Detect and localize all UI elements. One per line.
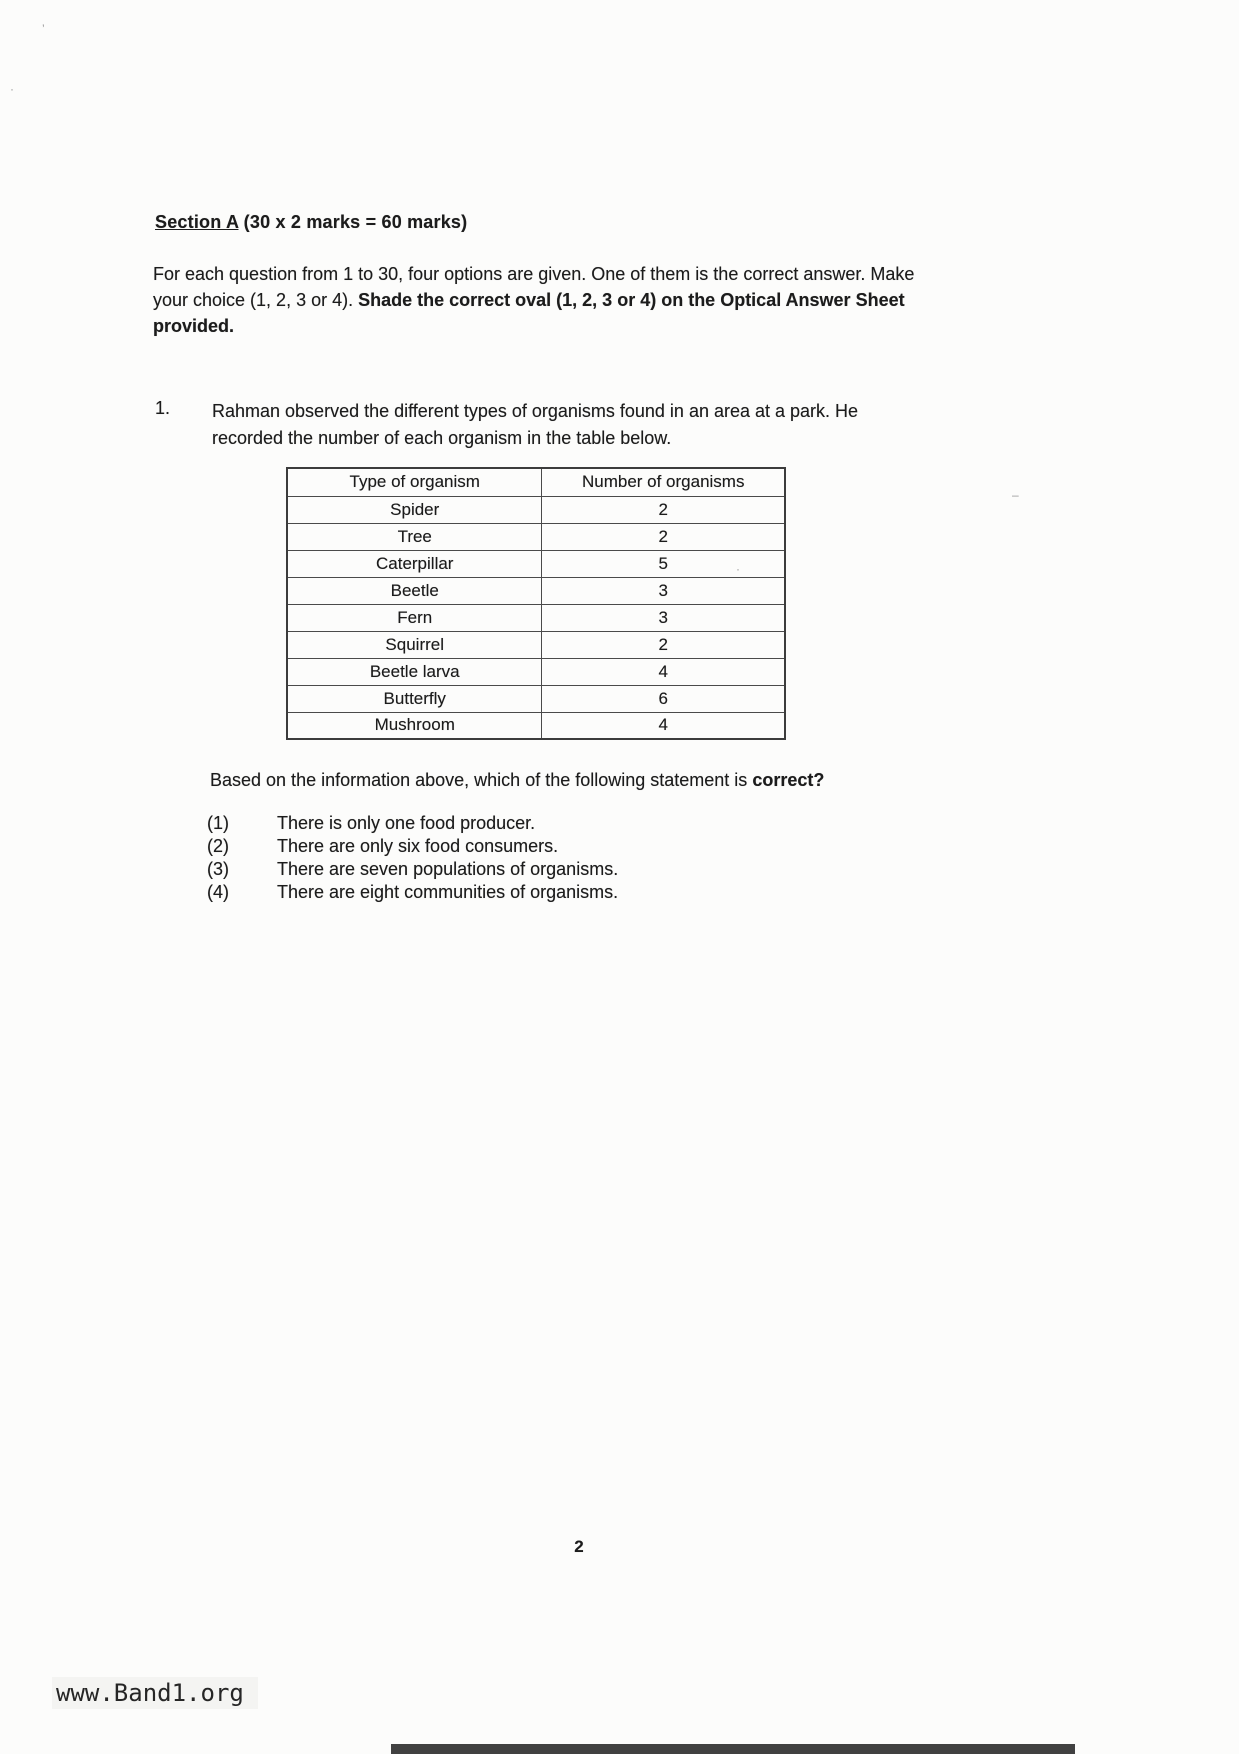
section-heading <box>155 212 467 233</box>
options-list <box>207 812 907 904</box>
table-header-row <box>287 468 785 496</box>
table-header-organism-type: Type of organism <box>287 468 542 496</box>
table-cell-organism: Beetle larva <box>287 658 542 685</box>
table-header-organism-count: Number of organisms <box>542 468 785 496</box>
scan-speck: – <box>1012 488 1019 502</box>
question-prompt <box>210 770 950 791</box>
section-heading-marks: (30 x 2 marks = 60 marks) <box>238 212 468 232</box>
table-row <box>287 685 785 712</box>
option-text: There are eight communities of organisms. <box>277 882 619 902</box>
table-row <box>287 658 785 685</box>
watermark-url: www.Band1.org <box>52 1677 258 1709</box>
table-cell-organism: Fern <box>287 604 542 631</box>
table-cell-organism: Beetle <box>287 577 542 604</box>
table-cell-count: 3 <box>542 577 785 604</box>
option-text: There are seven populations of organisms. <box>277 859 619 879</box>
scan-speck: ’ <box>42 22 45 36</box>
table-cell-organism: Squirrel <box>287 631 542 658</box>
option-label: (1) <box>207 813 229 833</box>
question-prompt-normal: Based on the information above, which of the following statement is <box>210 770 753 790</box>
table-cell-count: 4 <box>542 658 785 685</box>
table-row <box>287 496 785 523</box>
option-label: (3) <box>207 859 229 879</box>
table-cell-organism: Spider <box>287 496 542 523</box>
scan-artifact-bar <box>391 1744 1075 1754</box>
question-text: Rahman observed the different types of organisms found in an area at a park. He recorded the number of each organism in the table below. <box>212 401 859 448</box>
option-row-1 <box>207 812 907 835</box>
table-cell-organism: Caterpillar <box>287 550 542 577</box>
scan-speck: · <box>10 82 14 96</box>
organism-table <box>286 467 786 740</box>
instructions-paragraph <box>153 261 933 339</box>
table-cell-count: 3 <box>542 604 785 631</box>
option-label: (4) <box>207 882 229 902</box>
table-cell-organism: Butterfly <box>287 685 542 712</box>
option-row-4 <box>207 881 907 904</box>
table-row <box>287 577 785 604</box>
question-prompt-bold: correct? <box>752 770 825 790</box>
table-row <box>287 523 785 550</box>
table-cell-organism: Tree <box>287 523 542 550</box>
table-cell-count: 5 <box>542 550 785 577</box>
option-label: (2) <box>207 836 229 856</box>
table-cell-count: 2 <box>542 496 785 523</box>
option-text: There are only six food consumers. <box>277 836 559 856</box>
table-cell-count: 2 <box>542 631 785 658</box>
question-number: 1. <box>155 398 171 418</box>
table-cell-count: 2 <box>542 523 785 550</box>
table-row <box>287 604 785 631</box>
section-heading-underlined: Section A <box>155 212 239 232</box>
option-row-3 <box>207 858 907 881</box>
instructions-bold-text: Shade the correct oval (1, 2, 3 or 4) on the Optical Answer Sheet provided. <box>153 290 905 336</box>
instructions-normal-text: For each question from 1 to 30, four options are given. One of them is the correct answer. Make your choice (1, 2, 3 or 4). <box>153 264 915 310</box>
table-cell-count: 4 <box>542 712 785 739</box>
table-row <box>287 712 785 739</box>
option-row-2 <box>207 835 907 858</box>
table-row <box>287 631 785 658</box>
table-cell-count: 6 <box>542 685 785 712</box>
table-row <box>287 550 785 577</box>
page-number: 2 <box>574 1537 584 1556</box>
option-text: There is only one food producer. <box>277 813 536 833</box>
table-cell-organism: Mushroom <box>287 712 542 739</box>
scan-speck: · <box>736 562 740 576</box>
